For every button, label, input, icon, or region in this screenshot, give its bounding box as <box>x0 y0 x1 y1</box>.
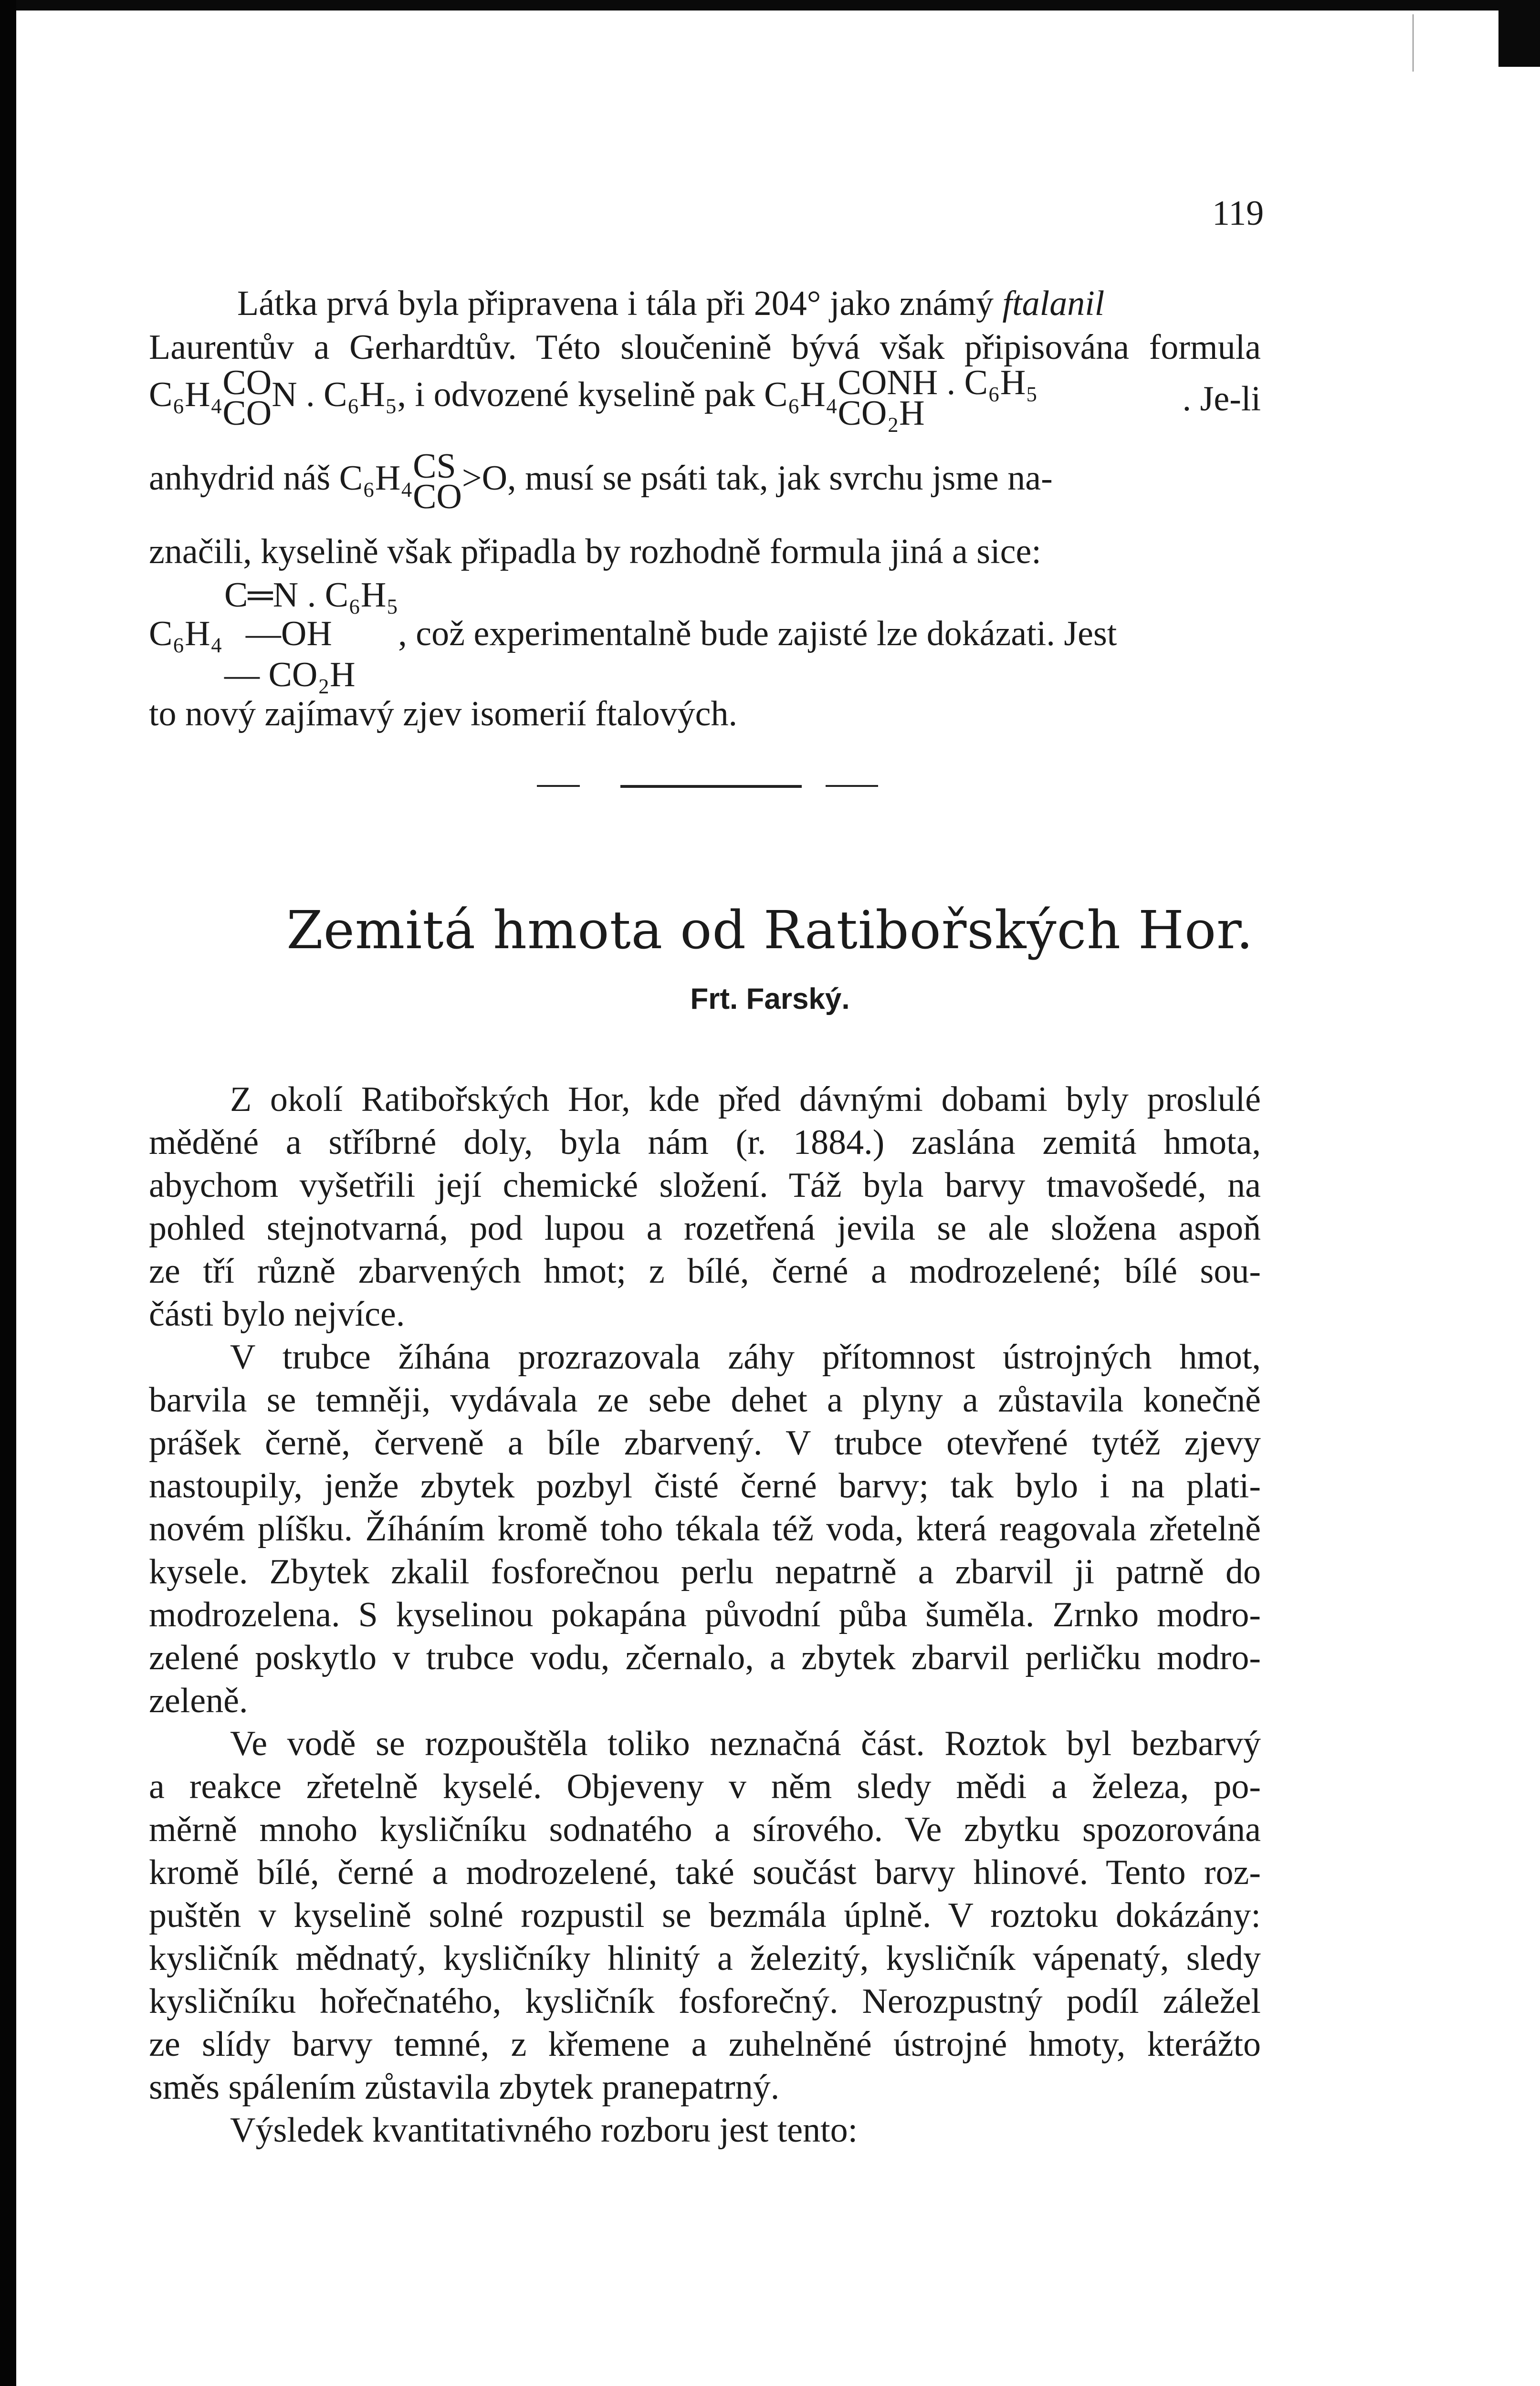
text-line: Laurentův a Gerhardtův. Této sloučenině bývá však připisována formula <box>149 328 1261 367</box>
text-line: puštěn v kyselině solné rozpustil se bezmála úplně. V roztoku dokázány: <box>149 1896 1261 1935</box>
formula-line: C₆H₄ CO CO N . C₆H₅, i odvozené kyselině pak C₆H₄ CONH . C₆H₅ CO₂H . Je-li <box>149 363 1261 433</box>
formula-stack: CONH . C₆H₅ CO₂H <box>838 363 1038 433</box>
text-line: ze slídy barvy temné, z křemene a zuhelněné ústrojné hmoty, kterážto <box>149 2025 1261 2064</box>
text-line: směs spálením zůstavila zbytek pranepatrný. <box>149 2068 780 2107</box>
text-line: novém plíšku. Žíháním kromě toho tékala též voda, která reagovala zřetelně <box>149 1509 1261 1549</box>
article-author: Frt. Farský. <box>690 983 850 1015</box>
text-line: kysličníku hořečnatého, kysličník fosforečný. Nerozpustný podíl záležel <box>149 1982 1261 2021</box>
text-line: značili, kyselině však připadla by rozhodně formula jiná a sice: <box>149 532 1041 571</box>
text-line: abychom vyšetřili její chemické složení. Táž byla barvy tmavošedé, na <box>149 1166 1261 1205</box>
formula-bottom: — CO₂H <box>224 655 356 694</box>
text-line: V trubce žíhána prozrazovala záhy přítomnost ústrojných hmot, <box>230 1338 1261 1377</box>
text-line: kromě bílé, černé a modrozelené, také součást barvy hlinové. Tento roz- <box>149 1853 1261 1892</box>
scan-border-corner <box>1498 0 1540 67</box>
page-number: 119 <box>1212 194 1264 233</box>
scan-border-left <box>0 0 16 2386</box>
text-line: barvila se temněji, vydávala ze sebe dehet a plyny a zůstavila konečně <box>149 1381 1261 1420</box>
text-line: prášek černě, červeně a bíle zbarvený. V trubce otevřené tytéž zjevy <box>149 1423 1261 1463</box>
formula-top: C═N . C₆H₅ <box>224 576 399 615</box>
formula-stack: CO CO <box>222 363 272 433</box>
formula-stack: CS CO <box>413 447 462 516</box>
text-line: modrozelena. S kyselinou pokapána původní půba šuměla. Zrnko modro- <box>149 1595 1261 1634</box>
italic-term: ftalanil <box>1002 284 1105 323</box>
separator-rule <box>826 785 878 787</box>
text-line: měděné a stříbrné doly, byla nám (r. 1884.) zaslána zemitá hmota, <box>149 1123 1261 1162</box>
text-line: části bylo nejvíce. <box>149 1295 405 1334</box>
scan-artifact-line <box>1413 14 1414 72</box>
formula-line: C₆H₄ —OH , což experimentalně bude zajisté lze dokázati. Jest <box>149 614 1117 653</box>
text-line: Z okolí Ratibořských Hor, kde před dávnými dobami byly proslulé <box>230 1080 1261 1119</box>
text-line: kysele. Zbytek zkalil fosforečnou perlu nepatrně a zbarvil ji patrně do <box>149 1552 1261 1591</box>
text-line: Látka prvá byla připravena i tála při 204° jako známý ftalanil <box>237 284 1105 323</box>
text-line: kysličník mědnatý, kysličníky hlinitý a železitý, kysličník vápenatý, sledy <box>149 1939 1261 1978</box>
formula-line: anhydrid náš C₆H₄ CS CO >O, musí se psáti tak, jak svrchu jsme na- <box>149 447 1053 516</box>
text-line: zelené poskytlo v trubce vodu, zčernalo, a zbytek zbarvil perličku modro- <box>149 1638 1261 1677</box>
separator-rule <box>620 785 802 788</box>
text-line: Výsledek kvantitativného rozboru jest tento: <box>230 2111 858 2150</box>
article-title: Zemitá hmota od Ratibořských Hor. <box>286 900 1254 961</box>
text-line: ze tří různě zbarvených hmot; z bílé, černé a modrozelené; bílé sou- <box>149 1252 1261 1291</box>
scan-border-top <box>0 0 1540 10</box>
separator-rule <box>537 785 580 787</box>
text-line: a reakce zřetelně kyselé. Objeveny v něm sledy mědi a železa, po- <box>149 1767 1261 1806</box>
text-line: nastoupily, jenže zbytek pozbyl čisté černé barvy; tak bylo i na plati- <box>149 1466 1261 1506</box>
text-line: Ve vodě se rozpouštěla toliko neznačná část. Roztok byl bezbarvý <box>230 1724 1261 1763</box>
text-line: měrně mnoho kysličníku sodnatého a sírového. Ve zbytku spozorována <box>149 1810 1261 1849</box>
text-line: pohled stejnotvarná, pod lupou a rozetřená jevila se ale složena aspoň <box>149 1209 1261 1248</box>
text-line: zeleně. <box>149 1681 248 1720</box>
text-line: to nový zajímavý zjev isomerií ftalových. <box>149 694 737 733</box>
